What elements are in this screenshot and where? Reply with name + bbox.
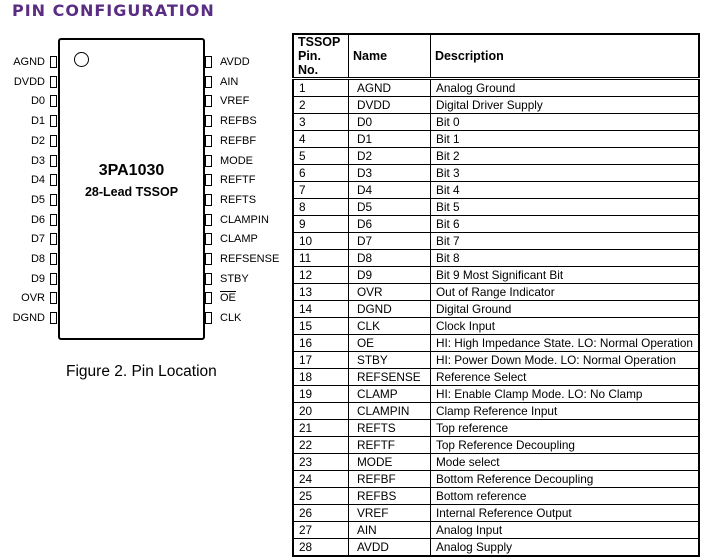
pin-label: VREF	[220, 95, 250, 108]
pin-label: AGND	[13, 56, 45, 68]
pin-description-cell: Bit 9 Most Significant Bit	[430, 267, 699, 284]
pin-name-cell: D7	[348, 233, 430, 250]
pin-name-cell: MODE	[348, 454, 430, 471]
pin-lead	[205, 214, 212, 226]
pin-number-cell: 20	[293, 403, 348, 420]
pin-label: REFTF	[220, 174, 256, 187]
pin-label: D4	[30, 174, 45, 187]
header-name: Name	[348, 34, 430, 79]
pin-description-cell: Bottom Reference Decoupling	[430, 471, 699, 488]
left-pin-row	[0, 75, 57, 89]
table-row	[293, 79, 699, 97]
pin-name-cell: D5	[348, 199, 430, 216]
pin-number-cell: 1	[293, 79, 348, 97]
pin-number-cell: 3	[293, 114, 348, 131]
pin-description-cell: Bit 2	[430, 148, 699, 165]
pin-lead	[50, 155, 57, 167]
left-pin-row	[0, 213, 57, 227]
left-pin-row	[0, 55, 57, 69]
right-pin-row	[205, 114, 295, 128]
pin-label: MODE	[220, 154, 253, 167]
right-pin-row	[205, 55, 295, 69]
pin-label: OVR	[21, 292, 45, 305]
right-pin-row	[205, 75, 295, 89]
pin-description-cell: Clock Input	[430, 318, 699, 335]
pin-label: D0	[30, 95, 45, 108]
pin-number-cell: 16	[293, 335, 348, 352]
pin-description-cell: Bit 4	[430, 182, 699, 199]
pin-label: STBY	[220, 272, 249, 285]
pin-lead	[50, 194, 57, 206]
pin-lead	[205, 312, 212, 324]
pin-lead	[205, 174, 212, 186]
right-pin-row	[205, 272, 295, 286]
left-pin-row	[0, 94, 57, 108]
right-pin-row	[205, 193, 295, 207]
pin-lead	[50, 95, 57, 107]
pin-name-cell: CLAMP	[348, 386, 430, 403]
pin-lead	[50, 312, 57, 324]
table-row	[293, 437, 699, 454]
pin-description-cell: Digital Ground	[430, 301, 699, 318]
pin1-indicator-icon	[74, 52, 89, 67]
left-pin-row	[0, 291, 57, 305]
pin-number-cell: 9	[293, 216, 348, 233]
table-row	[293, 284, 699, 301]
table-row	[293, 250, 699, 267]
pin-number-cell: 5	[293, 148, 348, 165]
table-row	[293, 505, 699, 522]
pin-lead	[205, 76, 212, 88]
pin-label: D3	[30, 154, 45, 167]
pin-name-cell: REFBF	[348, 471, 430, 488]
pin-name-cell: D2	[348, 148, 430, 165]
pin-lead	[50, 174, 57, 186]
pin-name-cell: D4	[348, 182, 430, 199]
pin-name-cell: STBY	[348, 352, 430, 369]
table-row	[293, 199, 699, 216]
right-pin-row	[205, 291, 295, 305]
pin-label: CLAMP	[220, 233, 258, 246]
chip-package: 28-Lead TSSOP	[84, 185, 179, 199]
pin-number-cell: 24	[293, 471, 348, 488]
table-row	[293, 182, 699, 199]
right-pin-row	[205, 252, 295, 266]
table-row	[293, 335, 699, 352]
table-row	[293, 454, 699, 471]
pin-description-cell: Analog Input	[430, 522, 699, 539]
pin-table-body	[293, 79, 699, 557]
figure-caption: Figure 2. Pin Location	[66, 363, 217, 380]
pin-lead	[50, 115, 57, 127]
table-row	[293, 131, 699, 148]
pin-lead	[50, 135, 57, 147]
left-pin-row	[0, 154, 57, 168]
pin-description-cell: Analog Supply	[430, 539, 699, 557]
pin-label: AIN	[220, 75, 239, 88]
right-pin-row	[205, 134, 295, 148]
pin-name-cell: REFTF	[348, 437, 430, 454]
table-row	[293, 522, 699, 539]
pin-label: REFBF	[220, 134, 257, 147]
pin-label: AVDD	[220, 56, 250, 68]
pin-description-cell: Mode select	[430, 454, 699, 471]
pin-lead	[205, 233, 212, 245]
pin-number-cell: 2	[293, 97, 348, 114]
pin-name-cell: AIN	[348, 522, 430, 539]
pin-description-cell: Bit 5	[430, 199, 699, 216]
pin-name-cell: CLK	[348, 318, 430, 335]
pin-name-cell: OE	[348, 335, 430, 352]
pin-lead	[205, 56, 212, 68]
pin-description-cell: Bit 6	[430, 216, 699, 233]
pin-description-cell: Bottom reference	[430, 488, 699, 505]
pin-name-cell: AVDD	[348, 539, 430, 557]
header-pin-line1: TSSOP	[298, 35, 341, 49]
pin-lead	[205, 115, 212, 127]
table-row	[293, 539, 699, 557]
table-row	[293, 216, 699, 233]
chip-name: 3PA1030	[98, 162, 165, 179]
left-pin-row	[0, 173, 57, 187]
pin-name-cell: REFBS	[348, 488, 430, 505]
pin-number-cell: 27	[293, 522, 348, 539]
pin-label: D2	[30, 134, 45, 147]
pin-name-cell: REFSENSE	[348, 369, 430, 386]
pin-number-cell: 12	[293, 267, 348, 284]
left-pin-row	[0, 232, 57, 246]
pin-lead	[50, 273, 57, 285]
pin-description-cell: Analog Ground	[430, 79, 699, 97]
left-pin-row	[0, 272, 57, 286]
pin-label: $\overline{OE}$	[220, 292, 236, 305]
pin-number-cell: 21	[293, 420, 348, 437]
pin-label: DVDD	[13, 75, 45, 88]
table-row	[293, 148, 699, 165]
pin-name-cell: D1	[348, 131, 430, 148]
table-row	[293, 233, 699, 250]
pin-number-cell: 13	[293, 284, 348, 301]
pin-lead	[205, 253, 212, 265]
pin-name-cell: AGND	[348, 79, 430, 97]
pin-number-cell: 22	[293, 437, 348, 454]
pin-description-cell: Digital Driver Supply	[430, 97, 699, 114]
header-pin-no	[293, 34, 348, 79]
pin-name-cell: D9	[348, 267, 430, 284]
pin-number-cell: 15	[293, 318, 348, 335]
pin-lead	[205, 273, 212, 285]
table-row	[293, 488, 699, 505]
pin-description-cell: Top reference	[430, 420, 699, 437]
pin-name-cell: D8	[348, 250, 430, 267]
pin-description-cell: Bit 0	[430, 114, 699, 131]
pin-number-cell: 11	[293, 250, 348, 267]
pin-label: D6	[30, 213, 45, 226]
pin-lead	[50, 253, 57, 265]
right-pin-row	[205, 311, 295, 325]
pin-lead	[205, 95, 212, 107]
left-pin-row	[0, 193, 57, 207]
left-pin-row	[0, 114, 57, 128]
pin-description-cell: Bit 3	[430, 165, 699, 182]
pin-table	[292, 33, 700, 557]
right-pin-row	[205, 154, 295, 168]
pin-label: REFTS	[220, 193, 257, 206]
pin-number-cell: 4	[293, 131, 348, 148]
pin-name-cell: REFTS	[348, 420, 430, 437]
pin-label: REFSENSE	[220, 253, 280, 265]
pin-description-cell: Bit 1	[430, 131, 699, 148]
pin-lead	[50, 233, 57, 245]
left-pin-row	[0, 134, 57, 148]
pin-number-cell: 19	[293, 386, 348, 403]
pin-description-cell: Out of Range Indicator	[430, 284, 699, 301]
pin-number-cell: 7	[293, 182, 348, 199]
table-row	[293, 267, 699, 284]
right-pin-row	[205, 173, 295, 187]
pin-description-cell: Top Reference Decoupling	[430, 437, 699, 454]
table-row	[293, 420, 699, 437]
table-row	[293, 403, 699, 420]
pin-number-cell: 14	[293, 301, 348, 318]
table-row	[293, 114, 699, 131]
pin-number-cell: 26	[293, 505, 348, 522]
pin-lead	[205, 194, 212, 206]
right-pin-row	[205, 232, 295, 246]
pin-lead	[205, 155, 212, 167]
pin-name-cell: D3	[348, 165, 430, 182]
pin-description-cell: Bit 8	[430, 250, 699, 267]
pin-label: D1	[30, 115, 45, 128]
header-pin-line2: Pin. No.	[298, 49, 321, 77]
table-row	[293, 301, 699, 318]
pin-description-cell: Bit 7	[430, 233, 699, 250]
pin-name-cell: CLAMPIN	[348, 403, 430, 420]
pin-lead	[50, 76, 57, 88]
right-pin-row	[205, 94, 295, 108]
pin-lead	[50, 214, 57, 226]
pin-name-cell: OVR	[348, 284, 430, 301]
left-pin-row	[0, 311, 57, 325]
pin-number-cell: 17	[293, 352, 348, 369]
pin-description-cell: HI: Enable Clamp Mode. LO: No Clamp	[430, 386, 699, 403]
pin-number-cell: 10	[293, 233, 348, 250]
header-description: Description	[430, 34, 699, 79]
pin-lead	[50, 56, 57, 68]
table-row	[293, 352, 699, 369]
pin-lead	[205, 135, 212, 147]
table-row	[293, 369, 699, 386]
table-row	[293, 165, 699, 182]
pin-name-cell: DGND	[348, 301, 430, 318]
pin-number-cell: 8	[293, 199, 348, 216]
pin-description-cell: HI: Power Down Mode. LO: Normal Operation	[430, 352, 699, 369]
pin-label: CLK	[220, 312, 242, 325]
pin-description-cell: Internal Reference Output	[430, 505, 699, 522]
pin-name-cell: D0	[348, 114, 430, 131]
right-pin-row	[205, 213, 295, 227]
table-row	[293, 386, 699, 403]
table-row	[293, 471, 699, 488]
pin-number-cell: 6	[293, 165, 348, 182]
pin-label: REFBS	[220, 115, 257, 128]
pin-name-cell: VREF	[348, 505, 430, 522]
pin-lead	[50, 292, 57, 304]
pin-label: D7	[30, 233, 45, 246]
pin-label: D5	[30, 193, 45, 206]
pin-number-cell: 28	[293, 539, 348, 557]
pin-description-cell: Reference Select	[430, 369, 699, 386]
pin-number-cell: 23	[293, 454, 348, 471]
pin-lead	[205, 292, 212, 304]
table-header-row	[293, 34, 699, 79]
pin-name-cell: DVDD	[348, 97, 430, 114]
table-row	[293, 97, 699, 114]
pin-description-cell: HI: High Impedance State. LO: Normal Operation	[430, 335, 699, 352]
pin-label: D8	[30, 253, 45, 265]
pin-number-cell: 18	[293, 369, 348, 386]
pin-number-cell: 25	[293, 488, 348, 505]
table-row	[293, 318, 699, 335]
pin-description-cell: Clamp Reference Input	[430, 403, 699, 420]
pin-label: CLAMPIN	[220, 213, 269, 226]
pin-name-cell: D6	[348, 216, 430, 233]
left-pin-row	[0, 252, 57, 266]
page-heading: PIN CONFIGURATION	[12, 1, 215, 20]
pin-label: DGND	[12, 312, 45, 325]
pin-label: D9	[30, 272, 45, 285]
